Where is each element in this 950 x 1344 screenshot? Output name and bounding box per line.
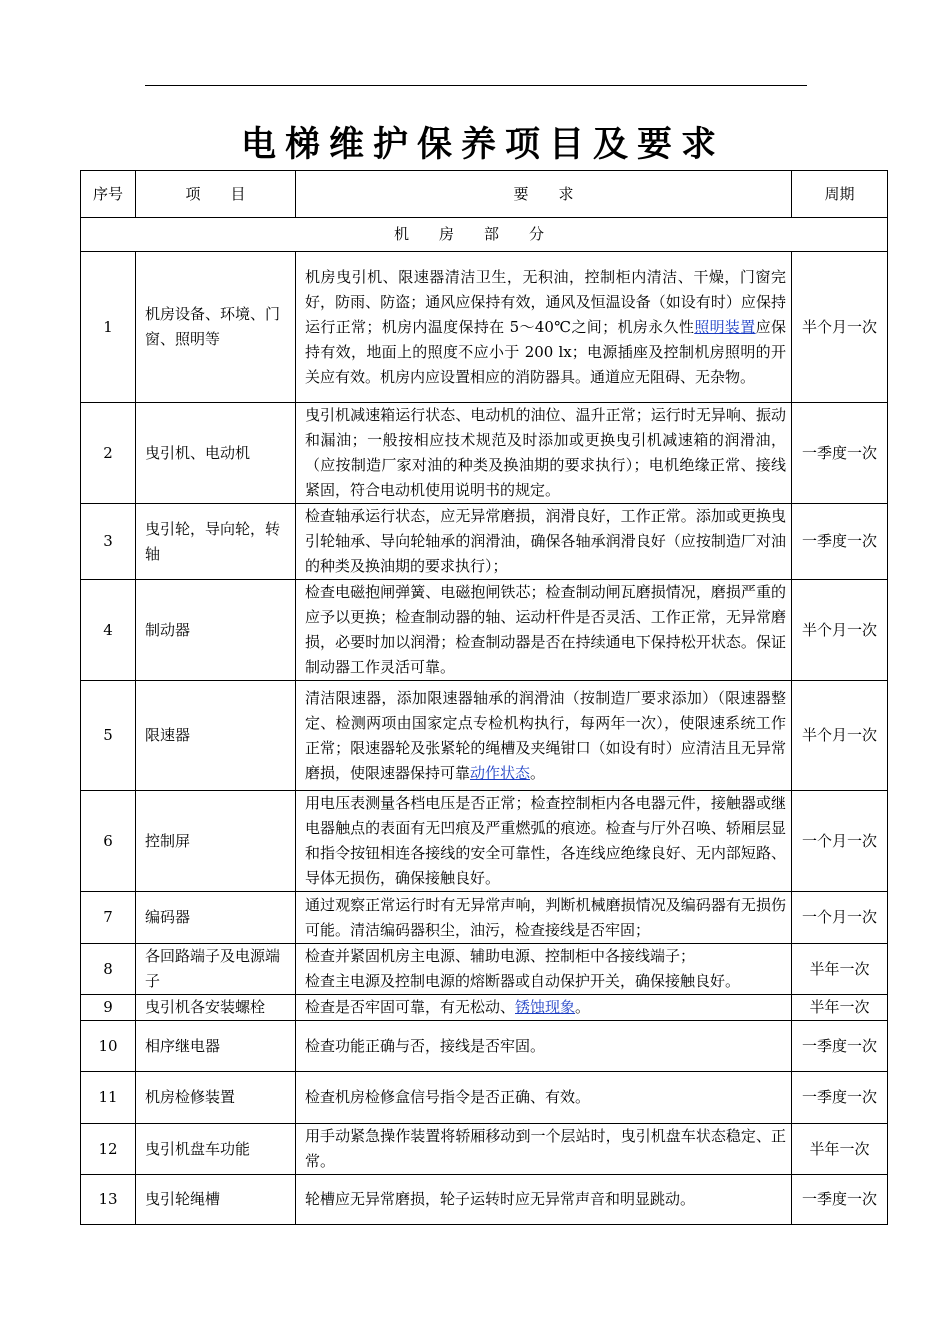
row-no: 4: [81, 580, 136, 681]
page-title: 电梯维护保养项目及要求: [240, 124, 725, 165]
row-requirement: 检查机房检修盒信号指令是否正确、有效。: [296, 1072, 792, 1124]
header-rule: [145, 85, 807, 86]
row-cycle: 一季度一次: [792, 1021, 888, 1072]
row-item: 曳引机、电动机: [136, 403, 296, 504]
row-cycle: 半年一次: [792, 995, 888, 1021]
row-no: 9: [81, 995, 136, 1021]
row-requirement: 轮槽应无异常磨损，轮子运转时应无异常声音和明显跳动。: [296, 1175, 792, 1225]
row-requirement: 用手动紧急操作装置将轿厢移动到一个层站时，曳引机盘车状态稳定、正常。: [296, 1124, 792, 1175]
table-row: [81, 681, 888, 791]
row-item: 相序继电器: [136, 1021, 296, 1072]
row-requirement: 检查并紧固机房主电源、辅助电源、控制柜中各接线端子； 检查主电源及控制电源的熔断器或自动保护开关，确保接触良好。: [296, 944, 792, 995]
row-item: 曳引机盘车功能: [136, 1124, 296, 1175]
row-cycle: 半个月一次: [792, 580, 888, 681]
table-row: [81, 1021, 888, 1072]
row-item: 曳引轮，导向轮，转轴: [136, 504, 296, 580]
table-row: [81, 1175, 888, 1225]
row-no: 13: [81, 1175, 136, 1225]
row-cycle: 一个月一次: [792, 892, 888, 944]
row-no: 1: [81, 252, 136, 403]
row-no: 2: [81, 403, 136, 504]
row-item: 制动器: [136, 580, 296, 681]
header-cycle: 周期: [792, 171, 888, 218]
table-row: [81, 1124, 888, 1175]
row-no: 3: [81, 504, 136, 580]
action-state-link[interactable]: 动作状态: [470, 763, 531, 782]
table-row: [81, 892, 888, 944]
row-requirement: 检查功能正确与否，接线是否牢固。: [296, 1021, 792, 1072]
row-item: 机房检修装置: [136, 1072, 296, 1124]
header-no: 序号: [81, 171, 136, 218]
header-item: 项 目: [136, 171, 296, 218]
table-row: [81, 1072, 888, 1124]
row-cycle: 一季度一次: [792, 1072, 888, 1124]
row-item: 控制屏: [136, 791, 296, 892]
row-item: 编码器: [136, 892, 296, 944]
row-item: 机房设备、环境、门窗、照明等: [136, 252, 296, 403]
row-cycle: 一季度一次: [792, 1175, 888, 1225]
row-requirement: 检查轴承运行状态，应无异常磨损，润滑良好，工作正常。添加或更换曳引轮轴承、导向轮轴承的润滑油，确保各轴承润滑良好（应按制造厂对油的种类及换油期的要求执行）；: [296, 504, 792, 580]
table-row: [81, 791, 888, 892]
section-title: 机房部分: [81, 218, 888, 252]
row-requirement: 用电压表测量各档电压是否正常；检查控制柜内各电器元件，接触器或继电器触点的表面有无凹痕及严重燃弧的痕迹。检查与厅外召唤、轿厢层显和指令按钮相连各接线的安全可靠性，各连线应绝缘良好、无内部短路、导体无损伤，确保接触良好。: [296, 791, 792, 892]
row-no: 11: [81, 1072, 136, 1124]
corrosion-link[interactable]: 锈蚀现象: [515, 998, 576, 1016]
row-no: 8: [81, 944, 136, 995]
table-row: [81, 504, 888, 580]
row-no: 5: [81, 681, 136, 791]
table-row: [81, 944, 888, 995]
row-cycle: 半个月一次: [792, 252, 888, 403]
row-cycle: 一季度一次: [792, 504, 888, 580]
row-item: 各回路端子及电源端子: [136, 944, 296, 995]
row-item: 曳引机各安装螺栓: [136, 995, 296, 1021]
row-cycle: 一季度一次: [792, 403, 888, 504]
lighting-link[interactable]: 照明装置: [694, 317, 756, 336]
table-row: [81, 403, 888, 504]
row-no: 6: [81, 791, 136, 892]
row-cycle: 一个月一次: [792, 791, 888, 892]
maintenance-table: [80, 170, 888, 1225]
row-requirement: 通过观察正常运行时有无异常声响，判断机械磨损情况及编码器有无损伤可能。清洁编码器积尘，油污，检查接线是否牢固；: [296, 892, 792, 944]
row-cycle: 半年一次: [792, 944, 888, 995]
row-requirement: 清洁限速器，添加限速器轴承的润滑油（按制造厂要求添加）（限速器整定、检测两项由国家定点专检机构执行，每两年一次），使限速系统工作正常；限速器轮及张紧轮的绳槽及夹绳钳口（如设有时）应清洁且无异常磨损，使限速器保持可靠动作状态。: [296, 681, 792, 791]
table-row: [81, 252, 888, 403]
row-cycle: 半个月一次: [792, 681, 888, 791]
table-row: [81, 580, 888, 681]
row-no: 7: [81, 892, 136, 944]
row-no: 12: [81, 1124, 136, 1175]
table-header-row: [81, 171, 888, 218]
row-requirement: 检查是否牢固可靠，有无松动、锈蚀现象。: [296, 995, 792, 1021]
row-cycle: 半年一次: [792, 1124, 888, 1175]
table-row: [81, 995, 888, 1021]
row-requirement: 机房曳引机、限速器清洁卫生，无积油，控制柜内清洁、干燥，门窗完好，防雨、防盗；通风应保持有效，通风及恒温设备（如设有时）应保持运行正常；机房内温度保持在 5～40℃之间；机房永久性照明装置应保持有效，地面上的照度不应小于 200 lx；电源插座及控制机房照明的开关应有效。机房内应设置相应的消防器具。通道应无阻碍、无杂物。: [296, 252, 792, 403]
row-item: 限速器: [136, 681, 296, 791]
row-item: 曳引轮绳槽: [136, 1175, 296, 1225]
row-requirement: 曳引机减速箱运行状态、电动机的油位、温升正常；运行时无异响、振动和漏油；一般按相应技术规范及时添加或更换曳引机减速箱的润滑油，（应按制造厂家对油的种类及换油期的要求执行）；电机绝缘正常、接线紧固，符合电动机使用说明书的规定。: [296, 403, 792, 504]
section-row: [81, 218, 888, 252]
row-no: 10: [81, 1021, 136, 1072]
header-requirement: 要 求: [296, 171, 792, 218]
row-requirement: 检查电磁抱闸弹簧、电磁抱闸铁芯；检查制动闸瓦磨损情况，磨损严重的应予以更换；检查制动器的轴、运动杆件是否灵活、工作正常，无异常磨损，必要时加以润滑；检查制动器是否在持续通电下保持松开状态。保证制动器工作灵活可靠。: [296, 580, 792, 681]
